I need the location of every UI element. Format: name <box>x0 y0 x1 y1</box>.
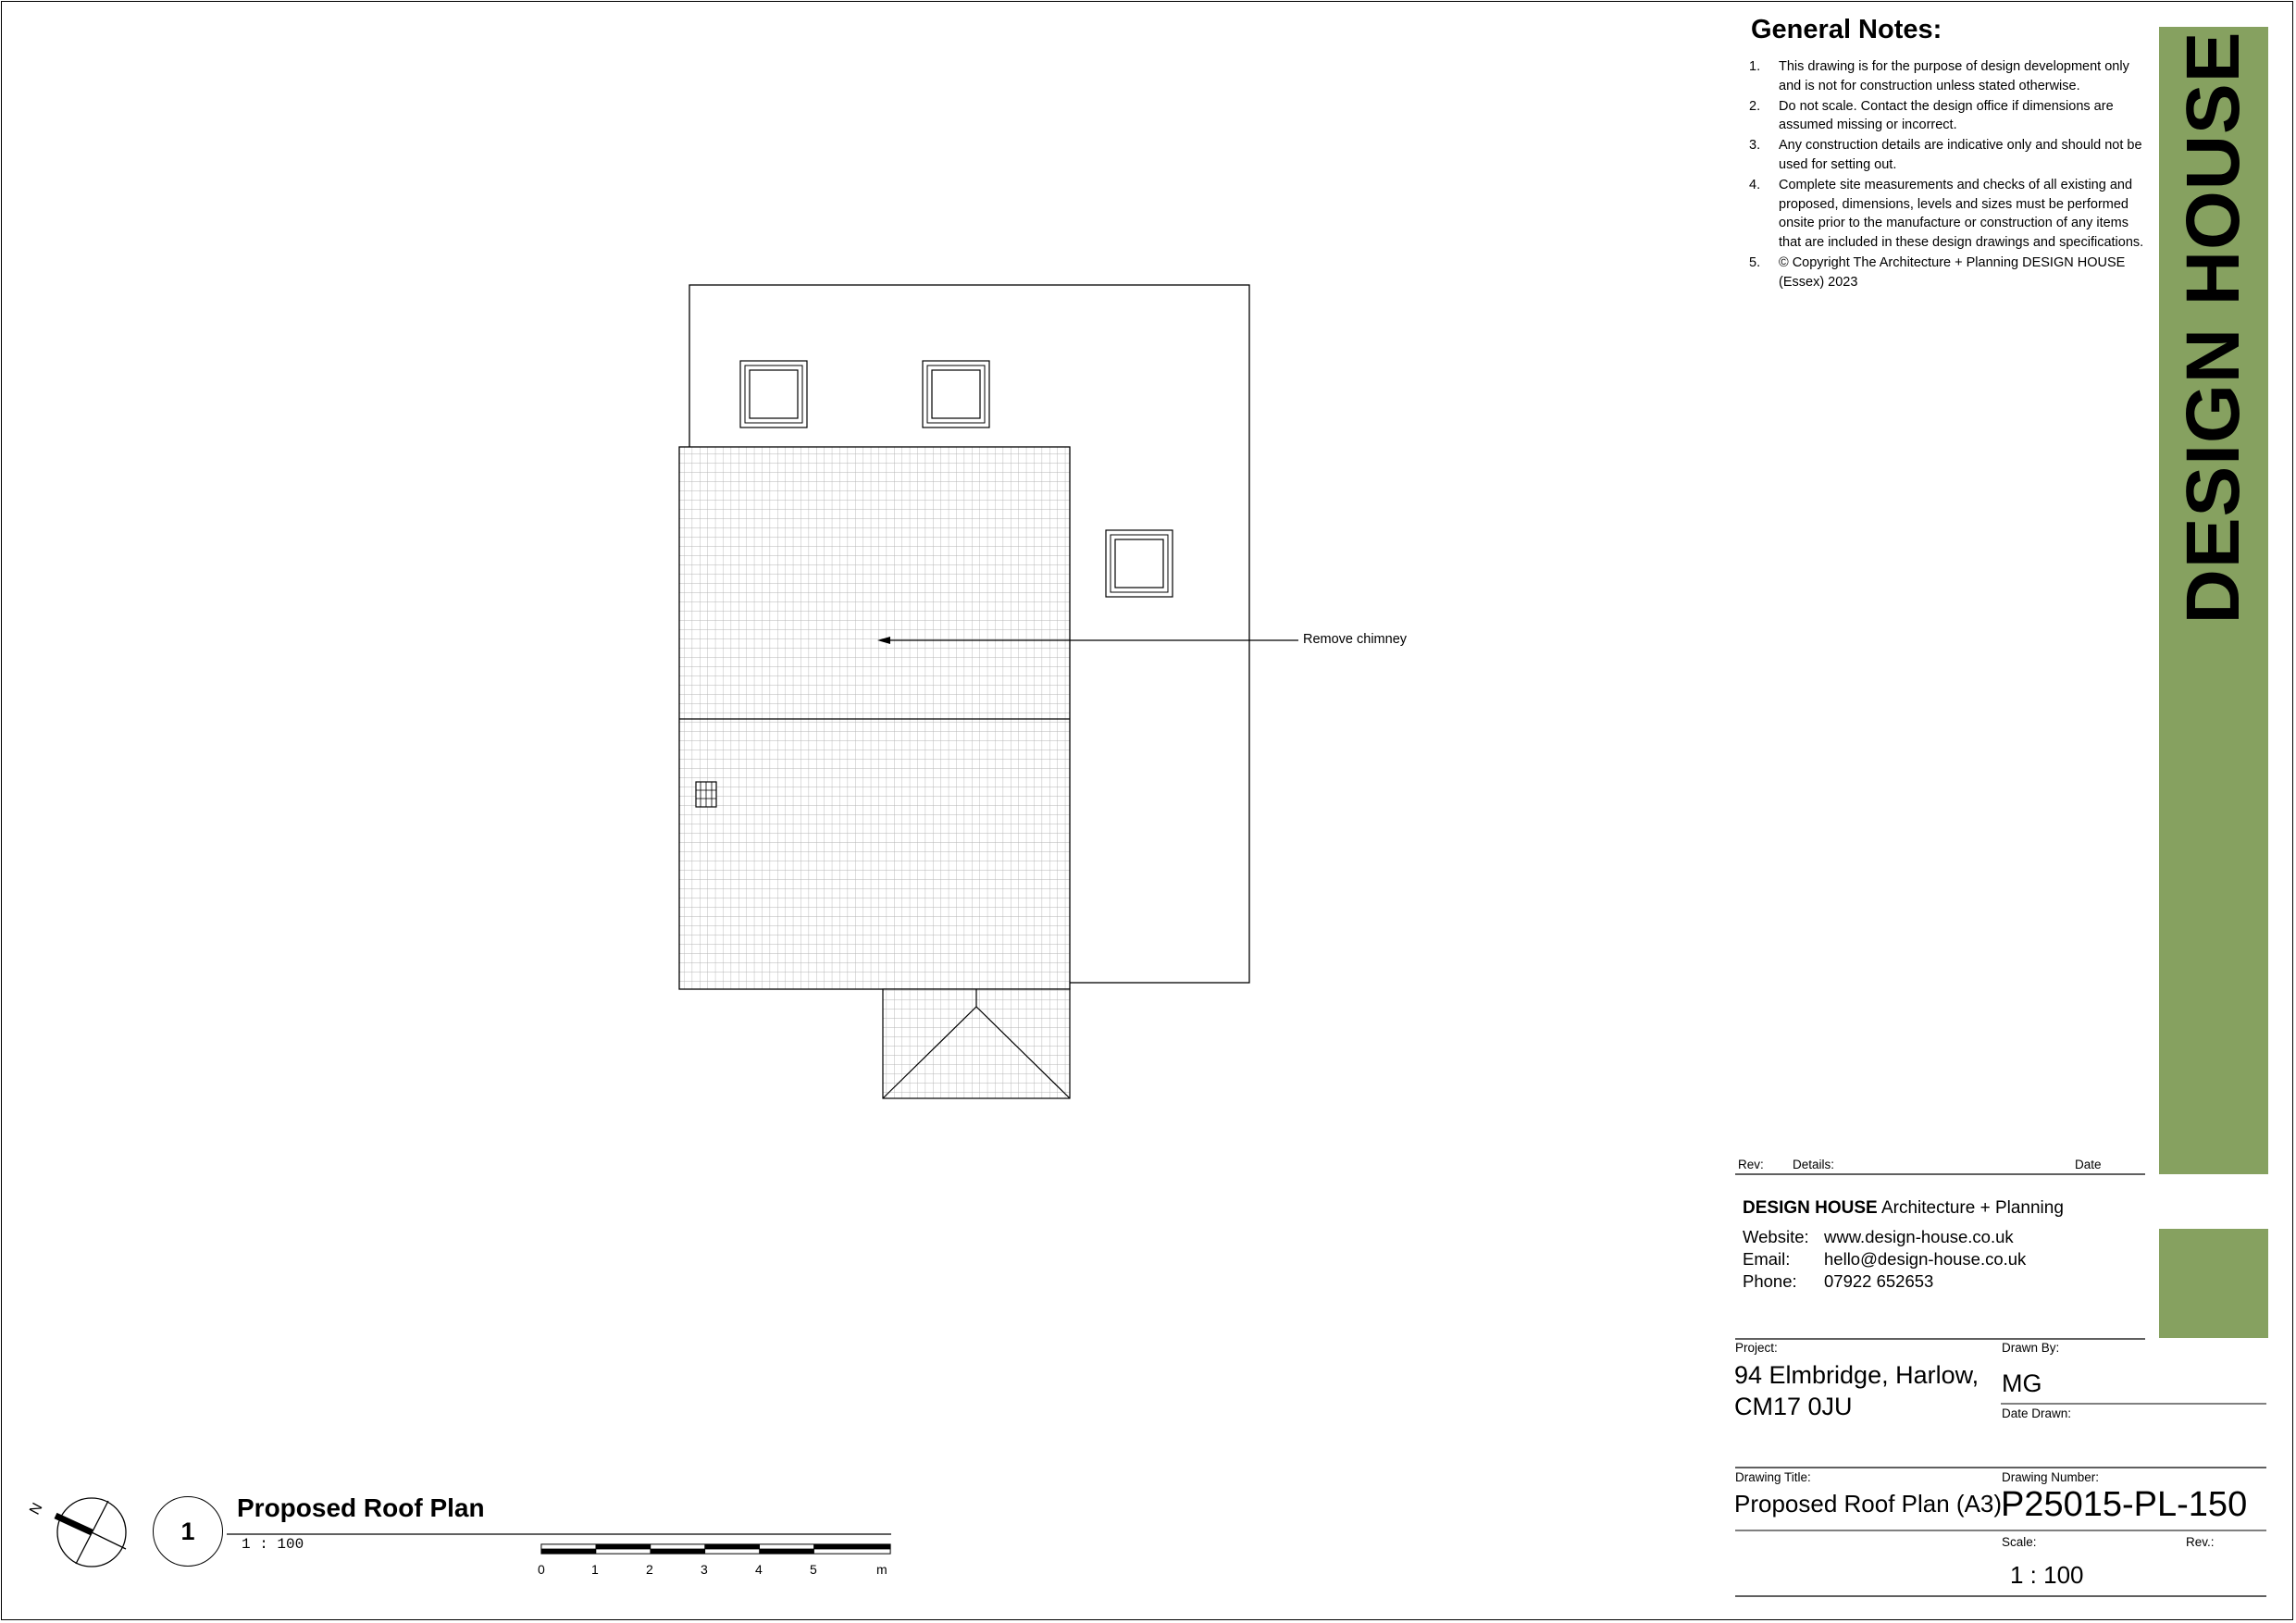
north-arrow-icon <box>56 1498 126 1567</box>
scale-bar-label: 1 <box>591 1562 599 1577</box>
north-label: N <box>27 1500 46 1518</box>
note-item: 2. Do not scale. Contact the design office if dimensions are assumed missing or incorrect. <box>1749 98 2114 133</box>
scale-label: Scale: <box>2002 1535 2037 1549</box>
general-notes-list <box>1747 57 2151 293</box>
company-name: DESIGN HOUSE Architecture + Planning <box>1743 1198 2064 1218</box>
scale-bar-label: 3 <box>701 1562 708 1577</box>
drawing-number-value: P25015-PL-150 <box>2001 1485 2248 1524</box>
scale-bar-label: 5 <box>810 1562 817 1577</box>
graphic-scale-bar <box>541 1544 890 1554</box>
date-drawn-label: Date Drawn: <box>2002 1406 2072 1420</box>
scale-bar-label: 0 <box>538 1562 545 1577</box>
rev-label: Rev: <box>1738 1158 1764 1171</box>
brand-bar <box>2159 27 2268 1174</box>
scale-bar-label: 2 <box>646 1562 653 1577</box>
scale-bar-label: 4 <box>755 1562 763 1577</box>
drawing-title-label: Drawing Title: <box>1735 1470 1811 1484</box>
scale-value: 1 : 100 <box>2010 1561 2084 1589</box>
plan-title: Proposed Roof Plan <box>237 1493 485 1522</box>
remove-chimney-annotation: Remove chimney <box>1303 632 1408 647</box>
note-item: 4. Complete site measurements and checks of all existing and proposed, dimensions, levels and sizes must be performed onsite prior to the manufacture or construction of any items that are included in these design drawings and specifications. <box>1749 177 2144 251</box>
porch-roof <box>883 989 1070 1098</box>
rev-number-label: Rev.: <box>2186 1535 2215 1549</box>
project-address: 94 Elmbridge, Harlow, CM17 0JU <box>1734 1361 1980 1420</box>
date-label: Date <box>2075 1158 2102 1171</box>
project-label: Project: <box>1735 1341 1778 1355</box>
brand-vertical-text: DESIGN HOUSE <box>2171 31 2255 625</box>
main-tiled-roof <box>679 447 1070 989</box>
note-item: 1. This drawing is for the purpose of design development only and is not for construction unless stated otherwise. <box>1749 59 2129 93</box>
logo-panel <box>2159 1229 2268 1338</box>
rooflight-3 <box>1106 530 1173 597</box>
drawing-title-value: Proposed Roof Plan (A3) <box>1734 1490 2003 1518</box>
plan-scale: 1 : 100 <box>242 1536 304 1553</box>
email-value[interactable]: hello@design-house.co.uk <box>1824 1249 2027 1269</box>
rooflight-1 <box>740 361 807 427</box>
email-label: Email: <box>1743 1249 1791 1269</box>
roof-vent <box>696 782 716 807</box>
note-item: 3. Any construction details are indicative only and should not be used for setting out. <box>1749 138 2142 172</box>
drawn-by-label: Drawn By: <box>2002 1341 2060 1355</box>
rooflight-2 <box>923 361 989 427</box>
phone-label: Phone: <box>1743 1271 1797 1291</box>
note-item: 5. © Copyright The Architecture + Planning DESIGN HOUSE (Essex) 2023 <box>1749 254 2126 290</box>
scale-bar-unit: m <box>876 1562 887 1577</box>
drawn-by-value: MG <box>2002 1369 2042 1397</box>
general-notes-title: General Notes: <box>1751 15 1942 44</box>
website-label: Website: <box>1743 1227 1809 1246</box>
drawing-number-label: Drawing Number: <box>2002 1470 2100 1484</box>
phone-value: 07922 652653 <box>1824 1271 1934 1291</box>
website-value[interactable]: www.design-house.co.uk <box>1824 1227 2014 1246</box>
details-label: Details: <box>1793 1158 1835 1171</box>
view-number-bubble: 1 <box>153 1496 223 1567</box>
